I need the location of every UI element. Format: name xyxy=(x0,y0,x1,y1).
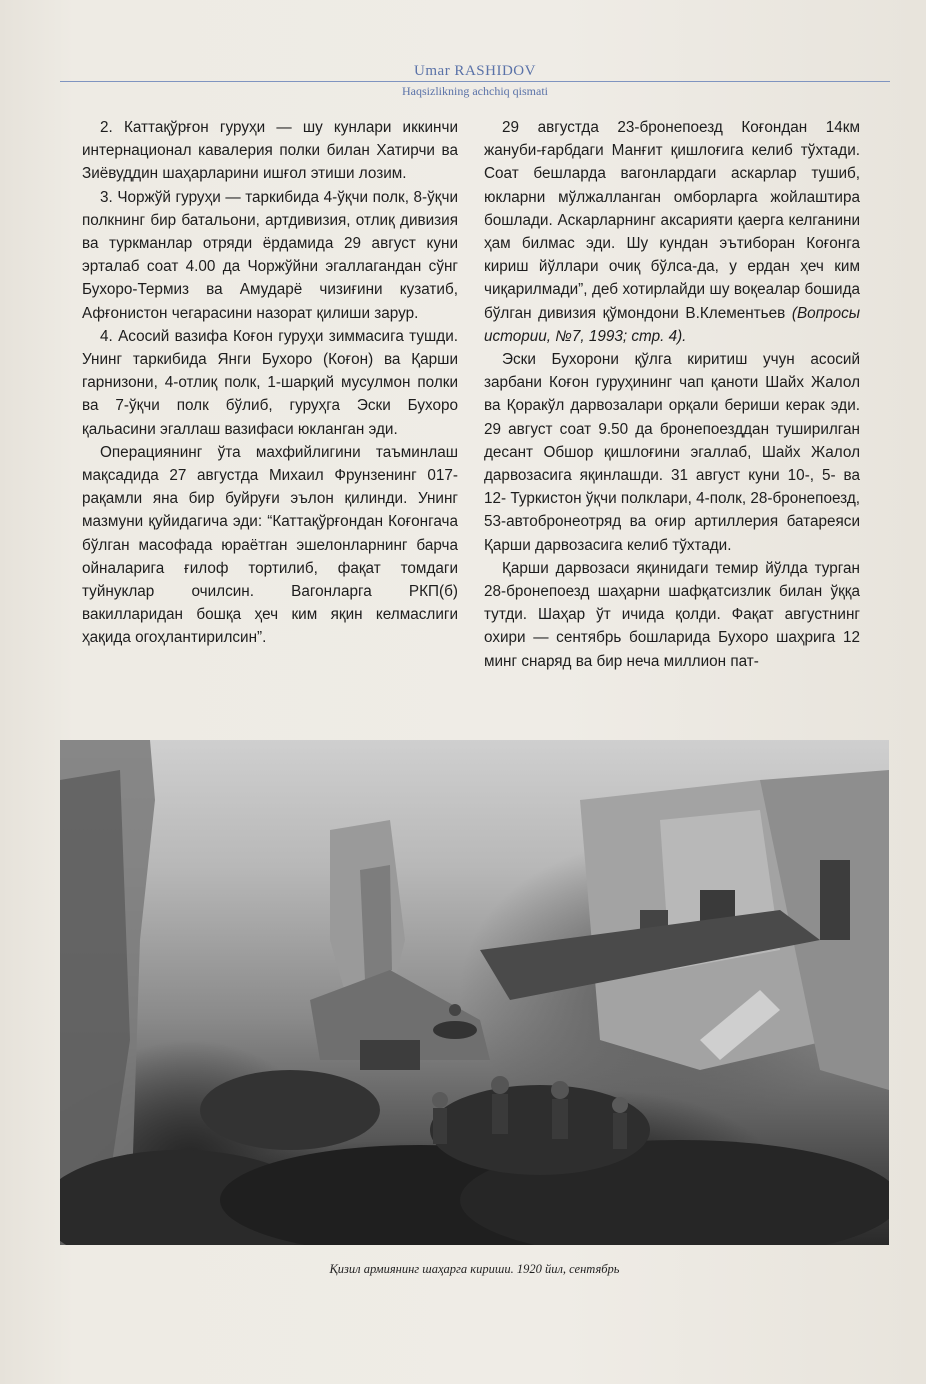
paragraph: 2. Каттақўрғон гуруҳи — шу кунлари иккинчи интернационал кавалерия полки билан Хатирчи ва Зиёвуддин шаҳарларини ишғол этиши лозим. xyxy=(82,119,458,183)
photo-illustration xyxy=(60,740,889,1245)
paragraph: 4. Асосий вазифа Коғон гуруҳи зиммасига тушди. Унинг таркибида Янги Бухоро (Коғон) ва Қарши гарнизони, 4-отлиқ полк, 1-шарқий мусулмон полки ва 7-ўқчи полк бўлиб, гуруҳга Эски Бухоро қальасини эгаллаш вазифаси юкланган эди. xyxy=(82,327,458,438)
paragraph: 3. Чоржўй гуруҳи — таркибида 4-ўқчи полк, 8-ўқчи полкнинг бир батальони, артдивизия, отлиқ дивизия ва туркманлар отряди ёрдамида 29 август куни эрталаб соат 4.00 да Чоржўйни эгаллагандан сўнг Бухоро-Термиз ва Амударё чизиғини кузатиб, Афғонистон чегарасини назорат қилиши зарур. xyxy=(82,188,458,322)
running-header xyxy=(60,62,890,106)
citation: (Вопросы истории, №7, 1993; стр. 4). xyxy=(484,304,861,345)
paragraph: Эски Бухорони қўлга киритиш учун асосий зарбани Коғон гуруҳининг чап қаноти Шайх Жалол ва Қоракўл дарвозалари орқали бериши керак эди. 29 август соат 9.50 да бронепоезддан туширилган десант Обшор қишлоғини эгаллаб, Шайх Жалол дарвозасига яқинлашди. 31 август куни 10-, 5- ва 12- Туркистон ўқчи полклари, 4-полк, 28-бронепоезд, 53-автобронеотряд ва оғир артиллерия батареяси Қарши дарвозасига келиб тўхтади. xyxy=(484,351,860,554)
header-author: Umar RASHIDOV xyxy=(414,63,536,79)
paragraph-text: 29 августда 23-бронепоезд Коғондан 14км жануби-ғарбдаги Манғит қишлоғига келиб тўхтади. Соат бешларда вагонлардаги аскарлар тушиб, юкларни мўлжалланган омборларга жойлаштира бошлади. Аскарларнинг аксарияти қаерга келганини ҳам билмас эди. Шу кундан эътиборан Коғонга кириш йўллари очиқ бўлса-да, у ердан ҳеч ким чиқарилмади”, деб хотирлайди шу воқеалар бошида бўлган дивизия қўмондони В.Клементьев xyxy=(484,119,860,322)
photo-caption: Қизил армиянинг шаҳарга кириши. 1920 йил, сентябрь xyxy=(329,1262,620,1276)
header-subtitle: Haqsizlikning achchiq qismati xyxy=(402,84,548,98)
paragraph xyxy=(484,116,860,348)
paragraph: Операциянинг ўта махфийлигини таъминлаш мақсадида 27 августда Михаил Фрунзенинг 017-рақамли яна бир буйруғи эълон қилинди. Унинг мазмуни қуйидагича эди: “Каттақўрғондан Коғонгача бўлган масофада юраётган эшелонларнинг барча ойналарига ғилоф тортилиб, фақат томдаги туйнуклар очилсин. Вагонларга РКП(б) вакилларидан бошқа ҳеч ким яқин келмаслиги ҳақида огоҳлантирилсин”. xyxy=(82,443,458,647)
header-rule xyxy=(60,81,890,82)
right-text-column xyxy=(484,116,860,673)
paragraph: Қарши дарвозаси яқинидаги темир йўлда турган 28-бронепоезд шаҳарни шафқатсизлик билан ўққа тутди. Шаҳар ўт ичида қолди. Фақат августнинг охири — сентябрь бошларида Бухоро шаҳрига 12 минг снаряд ва бир неча миллион пат- xyxy=(484,559,860,670)
historical-photo xyxy=(60,740,889,1245)
left-text-column xyxy=(82,116,458,650)
